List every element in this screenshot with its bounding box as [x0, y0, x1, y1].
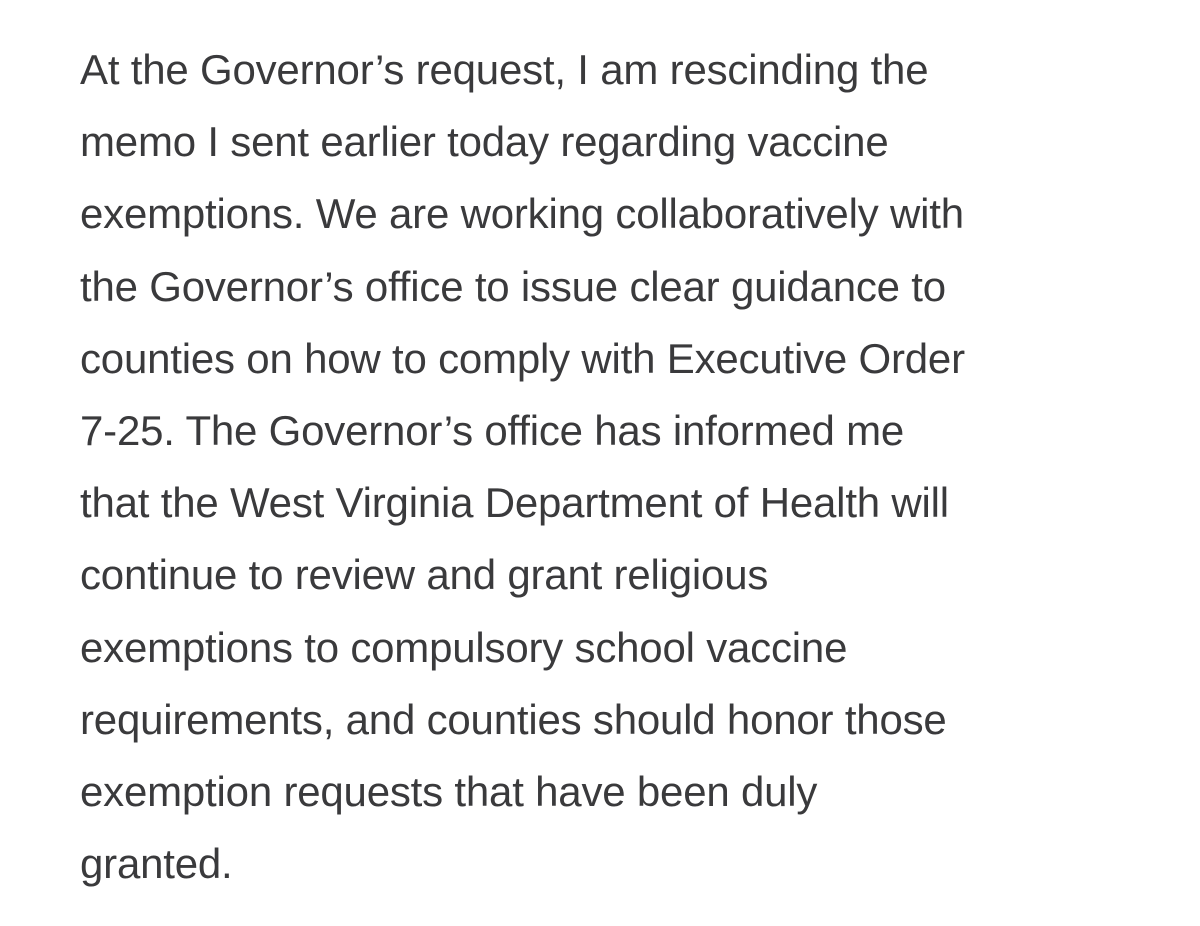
note-line: continue to review and grant religious [80, 551, 769, 599]
note-line: counties on how to comply with Executive Order [80, 334, 965, 382]
note-line: granted. [80, 840, 233, 888]
note-line: memo I sent earlier today regarding vaccine [80, 118, 889, 166]
note-line: requirements, and counties should honor those [80, 695, 947, 743]
note-line: 7-25. The Governor’s office has informed me [80, 407, 905, 455]
note-line: exemptions. We are working collaboratively with [80, 190, 964, 238]
note-line: that the West Virginia Department of Health will [80, 479, 949, 527]
note-line: the Governor’s office to issue clear guidance to [80, 262, 946, 310]
note-line: exemption requests that have been duly [80, 768, 818, 816]
note-line: exemptions to compulsory school vaccine [80, 623, 848, 671]
note-body [80, 34, 1140, 900]
note-line: At the Governor’s request, I am rescinding the [80, 46, 929, 93]
